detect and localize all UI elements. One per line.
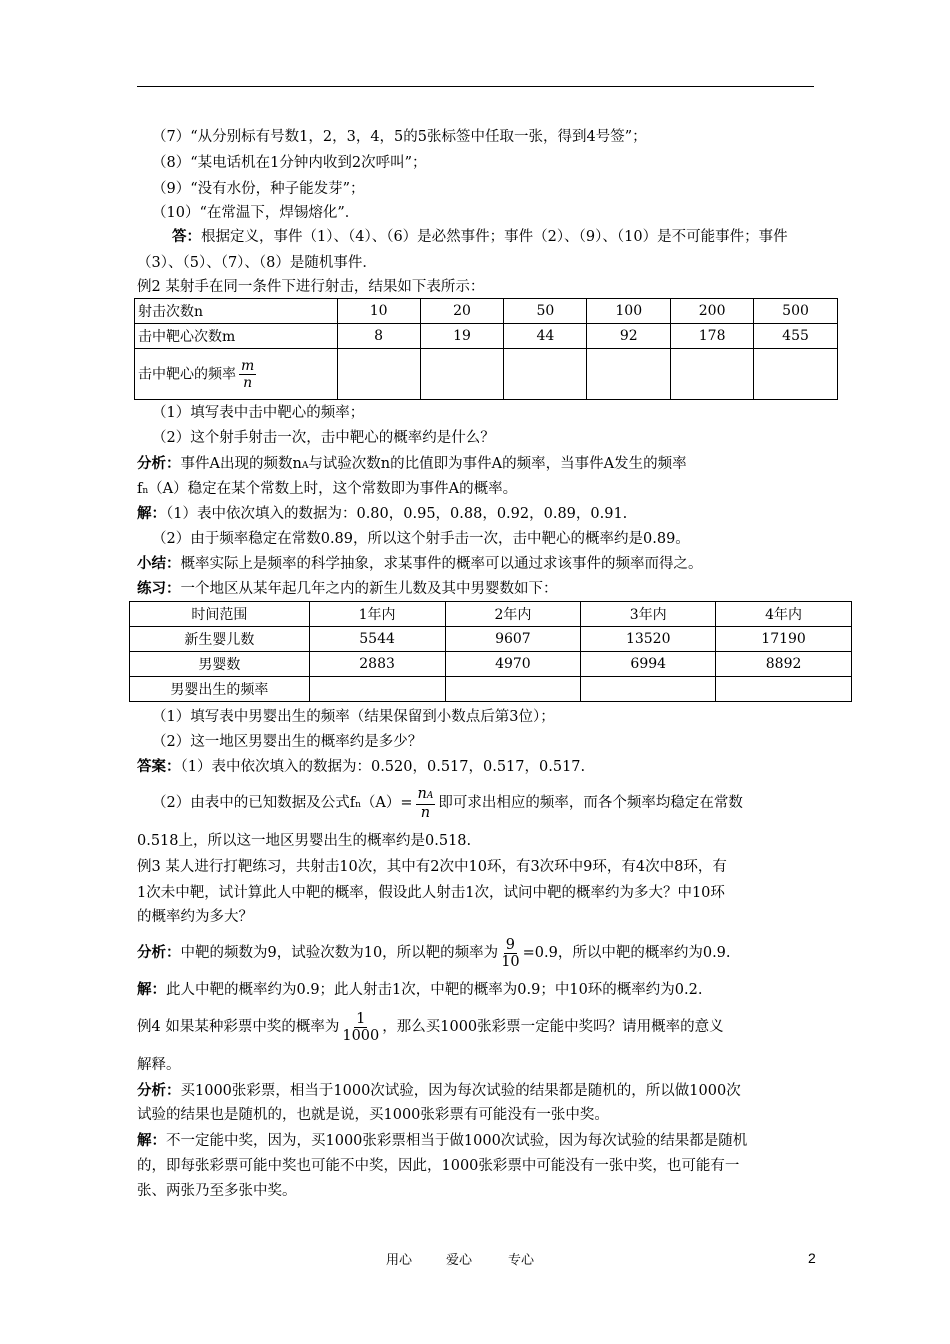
answer-key-line-3: 0.518上，所以这一地区男婴出生的概率约是0.518.	[137, 833, 472, 849]
table-cell	[671, 349, 754, 400]
table-cell: 13520	[581, 627, 716, 652]
table-cell: 500	[754, 299, 838, 324]
question-1: （1）填写表中击中靶心的频率；	[152, 405, 365, 421]
question-2: （2）这个射手射击一次，击中靶心的概率约是什么？	[152, 430, 495, 446]
answer-key-text: （1）表中依次填入的数据为：0.520，0.517，0.517，0.517.	[180, 759, 586, 775]
practice-text: 一个地区从某年起几年之内的新生儿数及其中男婴数如下：	[180, 581, 558, 597]
answer-text: 根据定义，事件（1）、（4）、（6）是必然事件；事件（2）、（9）、（10）是不可能事件；事件	[201, 229, 788, 245]
answer-key-label: 答案：	[137, 758, 181, 775]
table-cell: 2883	[309, 652, 445, 677]
table-cell: 4970	[445, 652, 581, 677]
footer-text: 用心	[386, 1253, 413, 1268]
table-row	[135, 324, 838, 349]
table-cell: 5544	[309, 627, 445, 652]
fraction	[342, 1011, 379, 1044]
solution-text: 此人中靶的概率约为0.9；此人射击1次，中靶的概率为0.9；中10环的概率约为0.2.	[166, 982, 703, 998]
table-cell: 50	[504, 299, 587, 324]
analysis-line-a	[137, 454, 817, 476]
table-cell: 20	[420, 299, 504, 324]
example-text: 例4 如果某种彩票中奖的概率为	[137, 1019, 340, 1035]
example-3-line-b: 1次未中靶，试计算此人中靶的概率，假设此人射击1次，试问中靶的概率约为多大？中10环	[137, 885, 725, 901]
solution-text: 不一定能中奖，因为，买1000张彩票相当于做1000次试验，因为每次试验的结果都是随机	[166, 1133, 748, 1149]
table-row	[135, 349, 838, 400]
table-cell: 44	[504, 324, 587, 349]
table-cell	[716, 677, 852, 702]
answer-key-text: （2）由表中的已知数据及公式f	[152, 795, 356, 811]
page-number: 2	[808, 1250, 816, 1266]
table-cell: 6994	[581, 652, 716, 677]
analysis-3-line	[137, 933, 817, 973]
item-10: （10）“在常温下，焊锡熔化”．	[152, 205, 360, 221]
table-cell: 455	[754, 324, 838, 349]
table-cell: 击中靶心次数m	[135, 324, 338, 349]
analysis-text: （A）稳定在某个常数上时，这个常数即为事件A的概率。	[148, 481, 518, 497]
example-text: ，那么买1000张彩票一定能中奖吗？请用概率的意义	[382, 1019, 724, 1035]
answer-1-line-a	[172, 227, 852, 247]
answer-1-line-b: （3）、（5）、（7）、（8）是随机事件．	[137, 255, 377, 271]
table-cell: 100	[587, 299, 671, 324]
table-cell: 8	[337, 324, 420, 349]
birth-table	[129, 601, 852, 702]
table-cell	[587, 349, 671, 400]
fraction-denominator: n	[420, 804, 431, 821]
table-cell: 9607	[445, 627, 581, 652]
analysis-text: f	[137, 481, 143, 497]
answer-key-line-1	[137, 757, 817, 777]
summary-line	[137, 554, 817, 574]
summary-label: 小结：	[137, 555, 181, 572]
fraction	[501, 937, 519, 970]
example-4-line-b: 解释。	[137, 1057, 181, 1073]
practice-question-1: （1）填写表中男婴出生的频率（结果保留到小数点后第3位）；	[152, 709, 555, 725]
table-cell: 男婴出生的频率	[130, 677, 310, 702]
analysis-text: =0.9，所以中靶的概率约为0.9.	[522, 945, 731, 961]
table-cell	[337, 349, 420, 400]
table-cell: 8892	[716, 652, 852, 677]
footer-text: 爱心	[446, 1253, 473, 1268]
table-cell	[420, 349, 504, 400]
table-row	[130, 602, 852, 627]
item-9: （9）“没有水份，种子能发芽”；	[152, 181, 365, 197]
item-7: （7）“从分别标有号数1，2，3，4，5的5张标签中任取一张，得到4号签”；	[152, 129, 647, 145]
fraction-numerator: 9	[505, 936, 516, 953]
summary-text: 概率实际上是频率的科学抽象，求某事件的概率可以通过求该事件的频率而得之。	[180, 556, 703, 572]
solution-4-line-a	[137, 1131, 817, 1151]
analysis-label: 分析：	[137, 944, 181, 961]
table-row	[130, 627, 852, 652]
table-cell: 射击次数n	[135, 299, 338, 324]
solution-3-line	[137, 980, 817, 1000]
numerator-text: n	[417, 785, 427, 802]
fraction	[416, 786, 436, 821]
table-row	[130, 652, 852, 677]
table-cell	[581, 677, 716, 702]
example-2-heading: 例2 某射手在同一条件下进行射击，结果如下表所示：	[137, 279, 485, 295]
analysis-text: 与试验次数n的比值即为事件A的频率，当事件A发生的频率	[308, 456, 687, 472]
table-cell: 1年内	[309, 602, 445, 627]
header-rule	[137, 86, 814, 87]
solution-4-line-c: 张、两张乃至多张中奖。	[137, 1183, 297, 1199]
table-cell	[309, 677, 445, 702]
fraction-denominator: n	[243, 374, 253, 391]
subscript: A	[426, 790, 434, 801]
analysis-text: 买1000张彩票，相当于1000次试验，因为每次试验的结果都是随机的，所以做1000次	[180, 1083, 741, 1099]
table-cell: 2年内	[445, 602, 581, 627]
fraction-denominator: 10	[501, 953, 520, 970]
solution-label: 解：	[137, 505, 166, 522]
table-cell: 4年内	[716, 602, 852, 627]
practice-question-2: （2）这一地区男婴出生的概率约是多少？	[152, 734, 423, 750]
table-cell: 新生婴儿数	[130, 627, 310, 652]
analysis-label: 分析：	[137, 1082, 181, 1099]
table-cell	[754, 349, 838, 400]
table-row	[135, 299, 838, 324]
footer-text: 专心	[508, 1253, 535, 1268]
table-cell	[504, 349, 587, 400]
subscript: n	[355, 800, 361, 810]
fraction-numerator	[416, 786, 436, 805]
solution-label: 解：	[137, 1132, 166, 1149]
item-8: （8）“某电话机在1分钟内收到2次呼叫”；	[152, 155, 427, 171]
table-cell: 3年内	[581, 602, 716, 627]
table-cell: 19	[420, 324, 504, 349]
answer-key-text: （A）=	[360, 795, 413, 811]
analysis-text: 事件A出现的频数n	[180, 456, 302, 472]
table-cell: 17190	[716, 627, 852, 652]
analysis-line-b	[137, 479, 817, 501]
table-cell: 时间范围	[130, 602, 310, 627]
table-cell: 男婴数	[130, 652, 310, 677]
analysis-4-line-a	[137, 1081, 817, 1101]
solution-label: 解：	[137, 981, 166, 998]
subscript: A	[301, 461, 309, 471]
answer-key-text: 即可求出相应的频率，而各个频率均稳定在常数	[438, 795, 743, 811]
answer-key-line-2	[152, 785, 832, 823]
subscript: n	[142, 486, 149, 496]
fraction-denominator: 1000	[342, 1027, 380, 1044]
table-cell: 178	[671, 324, 754, 349]
answer-label: 答：	[172, 228, 201, 245]
analysis-label: 分析：	[137, 455, 181, 472]
fraction	[239, 358, 256, 391]
practice-line	[137, 579, 817, 599]
example-3-line-a: 例3 某人进行打靶练习，共射击10次，其中有2次中10环，有3次环中9环，有4次中8环，有	[137, 859, 727, 875]
solution-text: （1）表中依次填入的数据为：0.80，0.95，0.88，0.92，0.89，0.91.	[166, 506, 628, 522]
solution-4-line-b: 的，即每张彩票可能中奖也可能不中奖，因此，1000张彩票中可能没有一张中奖，也可能有一	[137, 1158, 740, 1174]
fraction-numerator: m	[241, 357, 255, 374]
practice-label: 练习：	[137, 580, 181, 597]
table-cell: 200	[671, 299, 754, 324]
table-cell	[445, 677, 581, 702]
analysis-4-line-b: 试验的结果也是随机的，也就是说，买1000张彩票有可能没有一张中奖。	[137, 1107, 609, 1123]
fraction-numerator: 1	[356, 1010, 366, 1027]
table-cell	[135, 349, 338, 400]
table-row	[130, 677, 852, 702]
example-4-line-a	[137, 1005, 817, 1049]
example-3-line-c: 的概率约为多大？	[137, 909, 253, 925]
solution-line-a	[137, 504, 817, 524]
solution-line-b: （2）由于频率稳定在常数0.89，所以这个射手击一次，击中靶心的概率约是0.89。	[152, 531, 690, 547]
shooting-table	[134, 298, 838, 400]
table-cell: 92	[587, 324, 671, 349]
table-cell: 10	[337, 299, 420, 324]
analysis-text: 中靶的频数为9，试验次数为10，所以靶的频率为	[180, 945, 499, 961]
frequency-label: 击中靶心的频率	[138, 366, 236, 382]
